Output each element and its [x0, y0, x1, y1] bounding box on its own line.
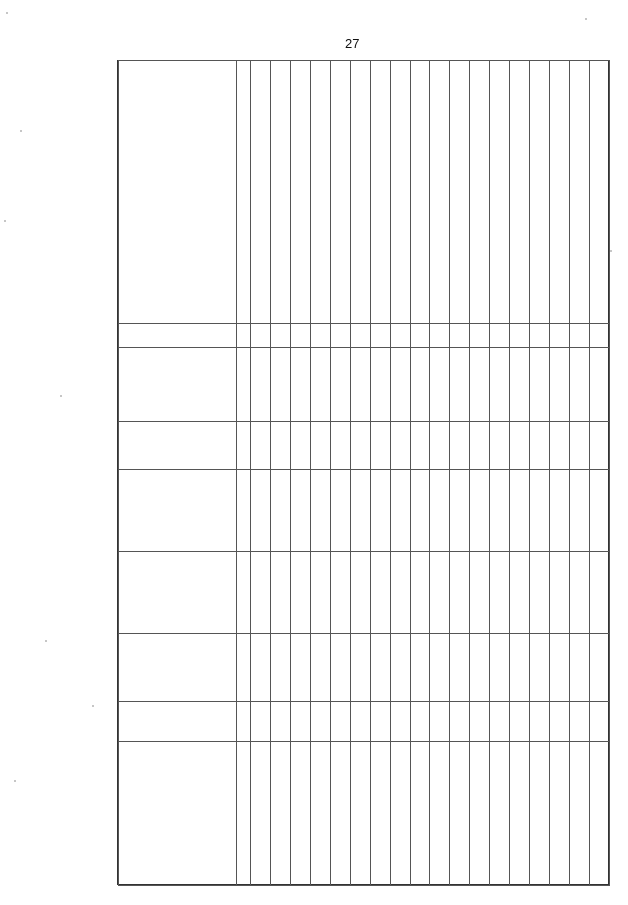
table-frame: [117, 60, 609, 885]
page-number: 27: [345, 36, 360, 51]
rotated-table: [118, 61, 610, 886]
speck: [4, 220, 6, 222]
speck: [20, 130, 22, 132]
speck: [14, 780, 16, 782]
speck: [92, 705, 94, 707]
speck: [45, 640, 47, 642]
speck: [6, 12, 8, 14]
speck: [610, 250, 612, 252]
speck: [60, 395, 62, 397]
speck: [585, 18, 587, 20]
data-table: [118, 60, 610, 886]
